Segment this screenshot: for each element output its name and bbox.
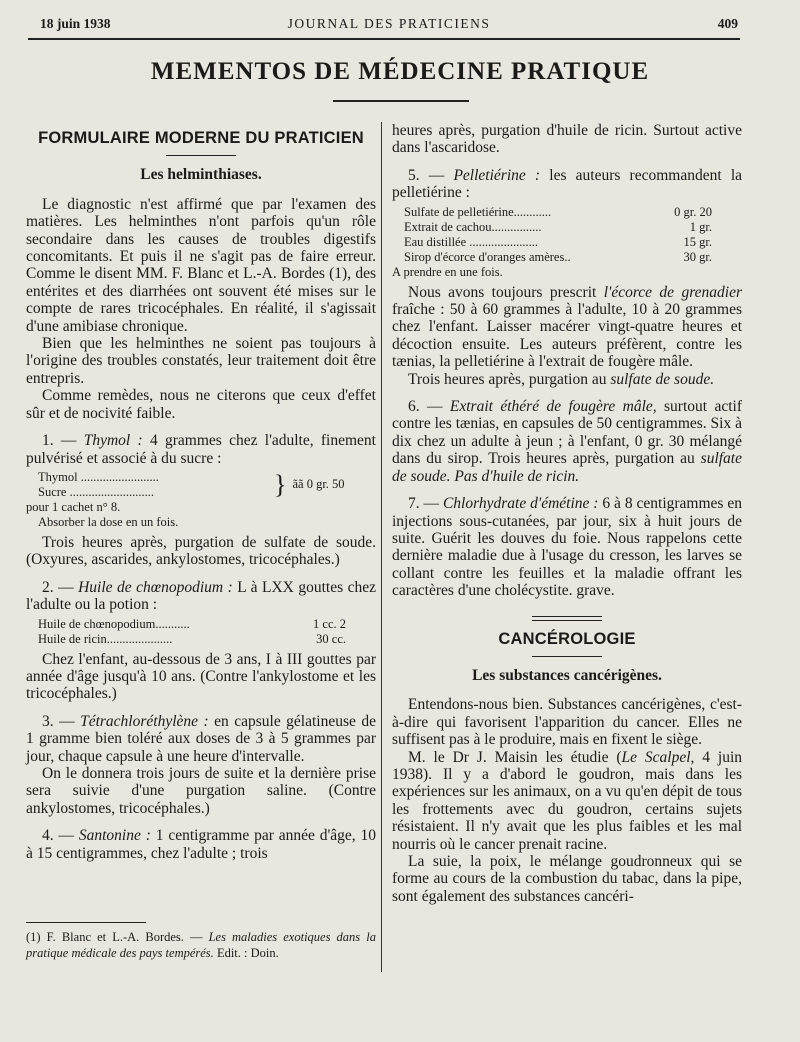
drug-name: Pelletiérine : [453,166,541,184]
right-column [392,122,742,905]
item-text: L à LXX gouttes chez l'adulte ou la potion : [26,578,377,614]
footnote-title: Les maladies exotiques dans la pratique médicale des pays tempérés. [26,930,376,960]
item-text: en capsule gélatineuse de 1 gramme bien toléré aux doses de 3 à 5 grammes par jour, chaque capsule à une heure d'intervalle. [26,712,376,765]
brace-glyph: } [274,469,287,499]
subheading-helminthiases: Les helminthiases. [140,166,262,184]
remedy-item-1 [26,432,376,467]
text-run: Nous avons toujours prescrit [408,283,604,301]
header-date: 18 juin 1938 [40,16,111,31]
ingredient-name: Eau distillée ...................... [404,234,539,249]
text-italic: Le Scalpel, [621,748,695,766]
section-heading-cancerologie: CANCÉROLOGIE [498,629,636,648]
footnote-rule [26,922,146,923]
paragraph [392,749,742,853]
paragraph: heures après, purgation d'huile de ricin. Surtout active dans l'ascaridose. [392,122,742,157]
column-divider [381,122,382,972]
text-italic: Pas d'huile de ricin. [450,467,580,485]
item-number: 6. — [408,398,450,416]
item-number: 1. — [42,432,84,450]
remedy-item-3 [26,713,376,765]
remedy-item-2 [26,579,376,614]
brace-group [26,470,376,500]
page-title: MEMENTOS DE MÉDECINE PRATIQUE [150,58,650,85]
text-italic: l'écorce de grenadier [603,283,742,301]
ingredient-name: Thymol ......................... [38,469,159,484]
ingredient-name: Sirop d'écorce d'oranges amères.. [404,249,571,264]
ingredient-dose: 1 gr. [689,219,712,234]
section-heading-formulaire: FORMULAIRE MODERNE DU PRATICIEN [38,129,364,147]
drug-name: Huile de chœnopodium : [78,578,233,596]
remedy-item-6 [392,398,742,485]
ingredient-row [392,235,742,250]
drug-name: Thymol : [83,432,143,450]
formula-note: Absorber la dose en un fois. [38,514,179,529]
item-number: 3. — [42,712,81,730]
subheading-substances: Les substances cancérigènes. [472,666,662,684]
paragraph: Comme remèdes, nous ne citerons que ceux d'effet sûr et de nocivité faible. [26,387,376,422]
paragraph: Bien que les helminthes ne soient pas toujours à l'origine des troubles constatés, leur traitement doit être entrepris. [26,335,376,387]
left-column [26,122,376,862]
running-header [40,16,738,36]
paragraph: Chez l'enfant, au-dessous de 3 ans, I à III gouttes par année d'âge jusqu'à 10 ans. (Contre l'ankylostome et les tricocéphales.) [26,650,376,703]
ingredient-dose: 30 gr. [683,249,712,264]
ingredient-row [26,617,376,632]
ingredient-name: Huile de ricin..................... [38,631,173,646]
text-italic: sulfate de soude. [610,370,715,388]
ingredient-name: Huile de chœnopodium........... [38,616,190,631]
paragraph: Entendons-nous bien. Substances cancérigènes, c'est-à-dire qui favorisent l'apparition du cancer. Elles ne suffisent pas à le produire, mais en fixent le siège. [392,696,742,749]
footnote [26,930,376,961]
footnote-publisher: Edit. : Doin. [213,945,279,960]
title-rule [333,100,469,102]
remedy-item-7 [392,495,742,599]
paragraph: La suie, la poix, le mélange goudronneux qui se forme au cours de la combustion du tabac, dans la pipe, sont également des substances cancéri- [392,853,742,905]
item-text: surtout actif contre les tænias, en capsules de 50 centigrammes. Six à dix chez un adulte à jeun ; à l'enfant, 0 gr. 30 mélangé dans du sirop. Trois heures après, purgation au [392,398,743,468]
prescription-thymol [26,470,376,530]
section-rule [532,656,602,657]
paragraph: Trois heures après, purgation de sulfate de soude. (Oxyures, ascarides, ankylostomes, tricocéphales.) [26,533,376,569]
item-number: 7. — [408,495,443,513]
header-journal: JOURNAL DES PRATICIENS [287,16,491,31]
prescription-pelletierine [392,205,742,280]
ingredient-dose: ãã 0 gr. 50 [292,477,345,492]
text-italic: sulfate de soude. [392,450,742,485]
item-text: 4 grammes chez l'adulte, finement pulvérisé et associé à du sucre : [26,432,376,467]
header-page-number: 409 [717,16,738,31]
ingredient-name: Sulfate de pelletiérine............ [404,204,552,219]
ingredient-row [392,205,742,220]
item-text: 1 centigramme par année d'âge, 10 à 15 centigrammes, chez l'adulte ; trois [26,827,377,862]
ingredient-name: Extrait de cachou................ [404,219,542,234]
paragraph: Le diagnostic n'est affirmé que par l'examen des matières. Les helminthes n'ont parfois qu'un rôle secondaire dans les causes de troubles digestifs concomitants. Et puis il ne s'agit pas de faire erreur. Comme le disent MM. F. Blanc et L.-A. Bordes (1), des entérites et des diarrhées ont souvent été mises sur le compte de rares tricocéphales. En réalité, il s'agissait d'une amibiase chronique. [26,195,376,335]
text-run: M. le Dr J. Maisin les étudie ( [408,748,622,766]
section-rule [166,155,236,156]
drug-name: Chlorhydrate d'émétine : [442,495,599,513]
text-run: Trois heures après, purgation au [408,370,611,388]
ingredient-dose: 0 gr. 20 [674,204,712,219]
text-run: 4 juin 1938). Il y a d'abord le goudron, mais dans les expériences sur les animaux, on a vu qu'en dépit de tous les frottements avec du goudron, certains sujets résistaient. Il n'y avait que les plus faibles et les mal nourris où le cancer prenait racine. [392,748,742,853]
drug-name: Tétrachloréthylène : [80,712,209,730]
drug-name: Santonine : [78,827,151,845]
paragraph [392,371,742,388]
ingredient-dose: 1 cc. 2 [313,616,346,631]
formula-note: A prendre en une fois. [392,264,503,279]
ingredient-dose: 30 cc. [316,631,346,646]
text-run: fraîche : 50 à 60 grammes à l'adulte, 10 à 20 grammes chez l'enfant. Laisser macérer vingt-quatre heures et décoction ensuite. Les auteurs préfèrent, contre les tænias, la pelletiérine à l'extrait de fougère mâle. [392,301,742,371]
item-text: les auteurs recommandent la pelletiérine : [392,166,743,202]
section-divider [532,616,602,621]
header-rule [28,38,740,40]
ingredient-row [392,250,742,265]
prescription-chenopodium [26,617,376,647]
item-number: 5. — [408,166,454,184]
ingredient-dose: 15 gr. [683,234,712,249]
item-number: 4. — [42,827,79,845]
ingredient-row [392,220,742,235]
formula-note: pour 1 cachet n° 8. [26,499,121,514]
ingredient-name: Sucre ........................... [38,484,154,499]
paragraph [392,284,742,371]
paragraph: On le donnera trois jours de suite et la dernière prise sera suivie d'une purgation saline. (Contre ankylostomes, tricocéphales.) [26,764,376,817]
item-text: 6 à 8 centigrammes en injections sous-cutanées, par jour, six à huit jours de suite. Guérit les douves du foie. Nous rappelons cette dernière maladie due à l'usage du cresson, les larves se collant contre les feuilles et la maladie offrant les caractères d'une cholécystite. grave. [392,495,742,600]
ingredient-row [26,632,376,647]
item-number: 2. — [42,578,79,596]
footnote-authors: (1) F. Blanc et L.-A. Bordes. — [26,930,209,944]
drug-name: Extrait éthéré de fougère mâle, [449,398,657,416]
remedy-item-4 [26,827,376,862]
remedy-item-5 [392,167,742,202]
